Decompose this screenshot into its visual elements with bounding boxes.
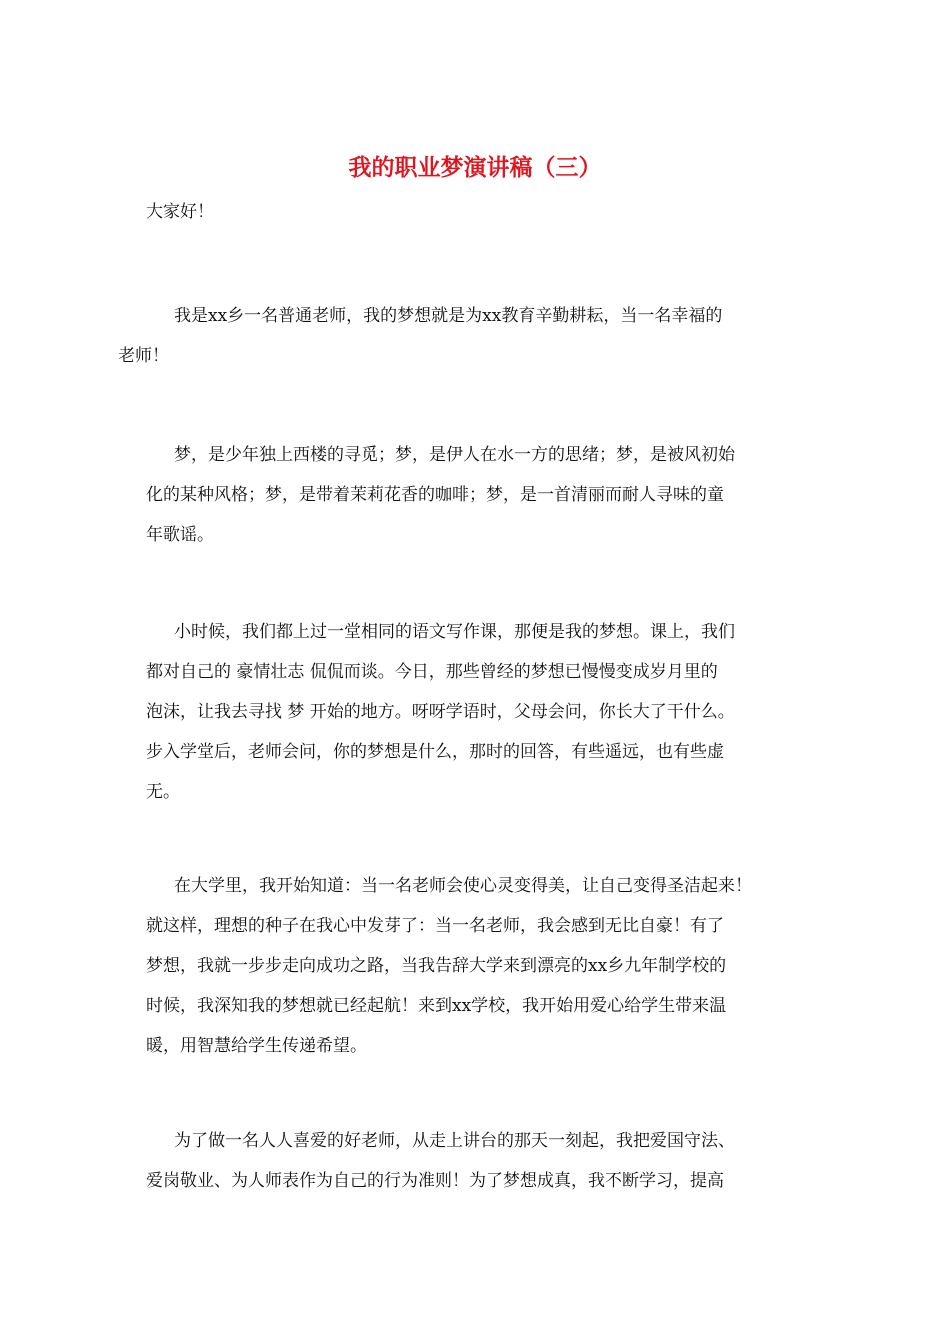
paragraph-line: 无。 [146,782,180,802]
paragraph-line: 暖，用智慧给学生传递希望。 [146,1036,367,1056]
paragraph-line: 时候，我深知我的梦想就已经起航！来到xx学校，我开始用爱心给学生带来温 [146,996,727,1016]
paragraph-2 [146,435,808,555]
paragraph-line: 步入学堂后，老师会问，你的梦想是什么，那时的回答，有些遥远，也有些虚 [146,742,724,762]
paragraph-4 [146,866,808,1066]
paragraph-line: 年歌谣。 [146,525,214,545]
paragraph-line: 爱岗敬业、为人师表作为自己的行为准则！为了梦想成真，我不断学习，提高 [146,1171,724,1191]
paragraph-line: 梦，是少年独上西楼的寻觅；梦，是伊人在水一方的思绪；梦，是被风初始 [174,445,735,465]
paragraph-line: 泡沫，让我去寻找 梦 开始的地方。呀呀学语时，父母会问，你长大了干什么。 [146,702,735,722]
paragraph-line: 在大学里，我开始知道：当一名老师会使心灵变得美，让自己变得圣洁起来！ [174,876,752,896]
document-title: 我的职业梦演讲稿（三） [348,154,602,181]
paragraph-line: 梦想，我就一步步走向成功之路，当我告辞大学来到漂亮的xx乡九年制学校的 [146,956,727,976]
paragraph-line: 小时候，我们都上过一堂相同的语文写作课，那便是我的梦想。课上，我们 [174,622,735,642]
paragraph-line: 我是xx乡一名普通老师，我的梦想就是为xx教育辛勤耕耘，当一名幸福的 [174,306,723,326]
paragraph-line: 化的某种风格；梦，是带着茉莉花香的咖啡；梦，是一首清丽而耐人寻味的童 [146,485,724,505]
paragraph-line: 老师！ [118,346,169,366]
paragraph-line: 就这样，理想的种子在我心中发芽了：当一名老师，我会感到无比自豪！有了 [146,916,724,936]
paragraph-line: 为了做一名人人喜爱的好老师，从走上讲台的那天一刻起，我把爱国守法、 [174,1131,735,1151]
paragraph-5 [146,1121,808,1201]
greeting-text: 大家好！ [146,202,214,222]
paragraph-3 [146,612,808,812]
paragraph-line: 都对自己的 豪情壮志 侃侃而谈。今日，那些曾经的梦想已慢慢变成岁月里的 [146,662,718,682]
paragraph-1 [118,296,808,376]
